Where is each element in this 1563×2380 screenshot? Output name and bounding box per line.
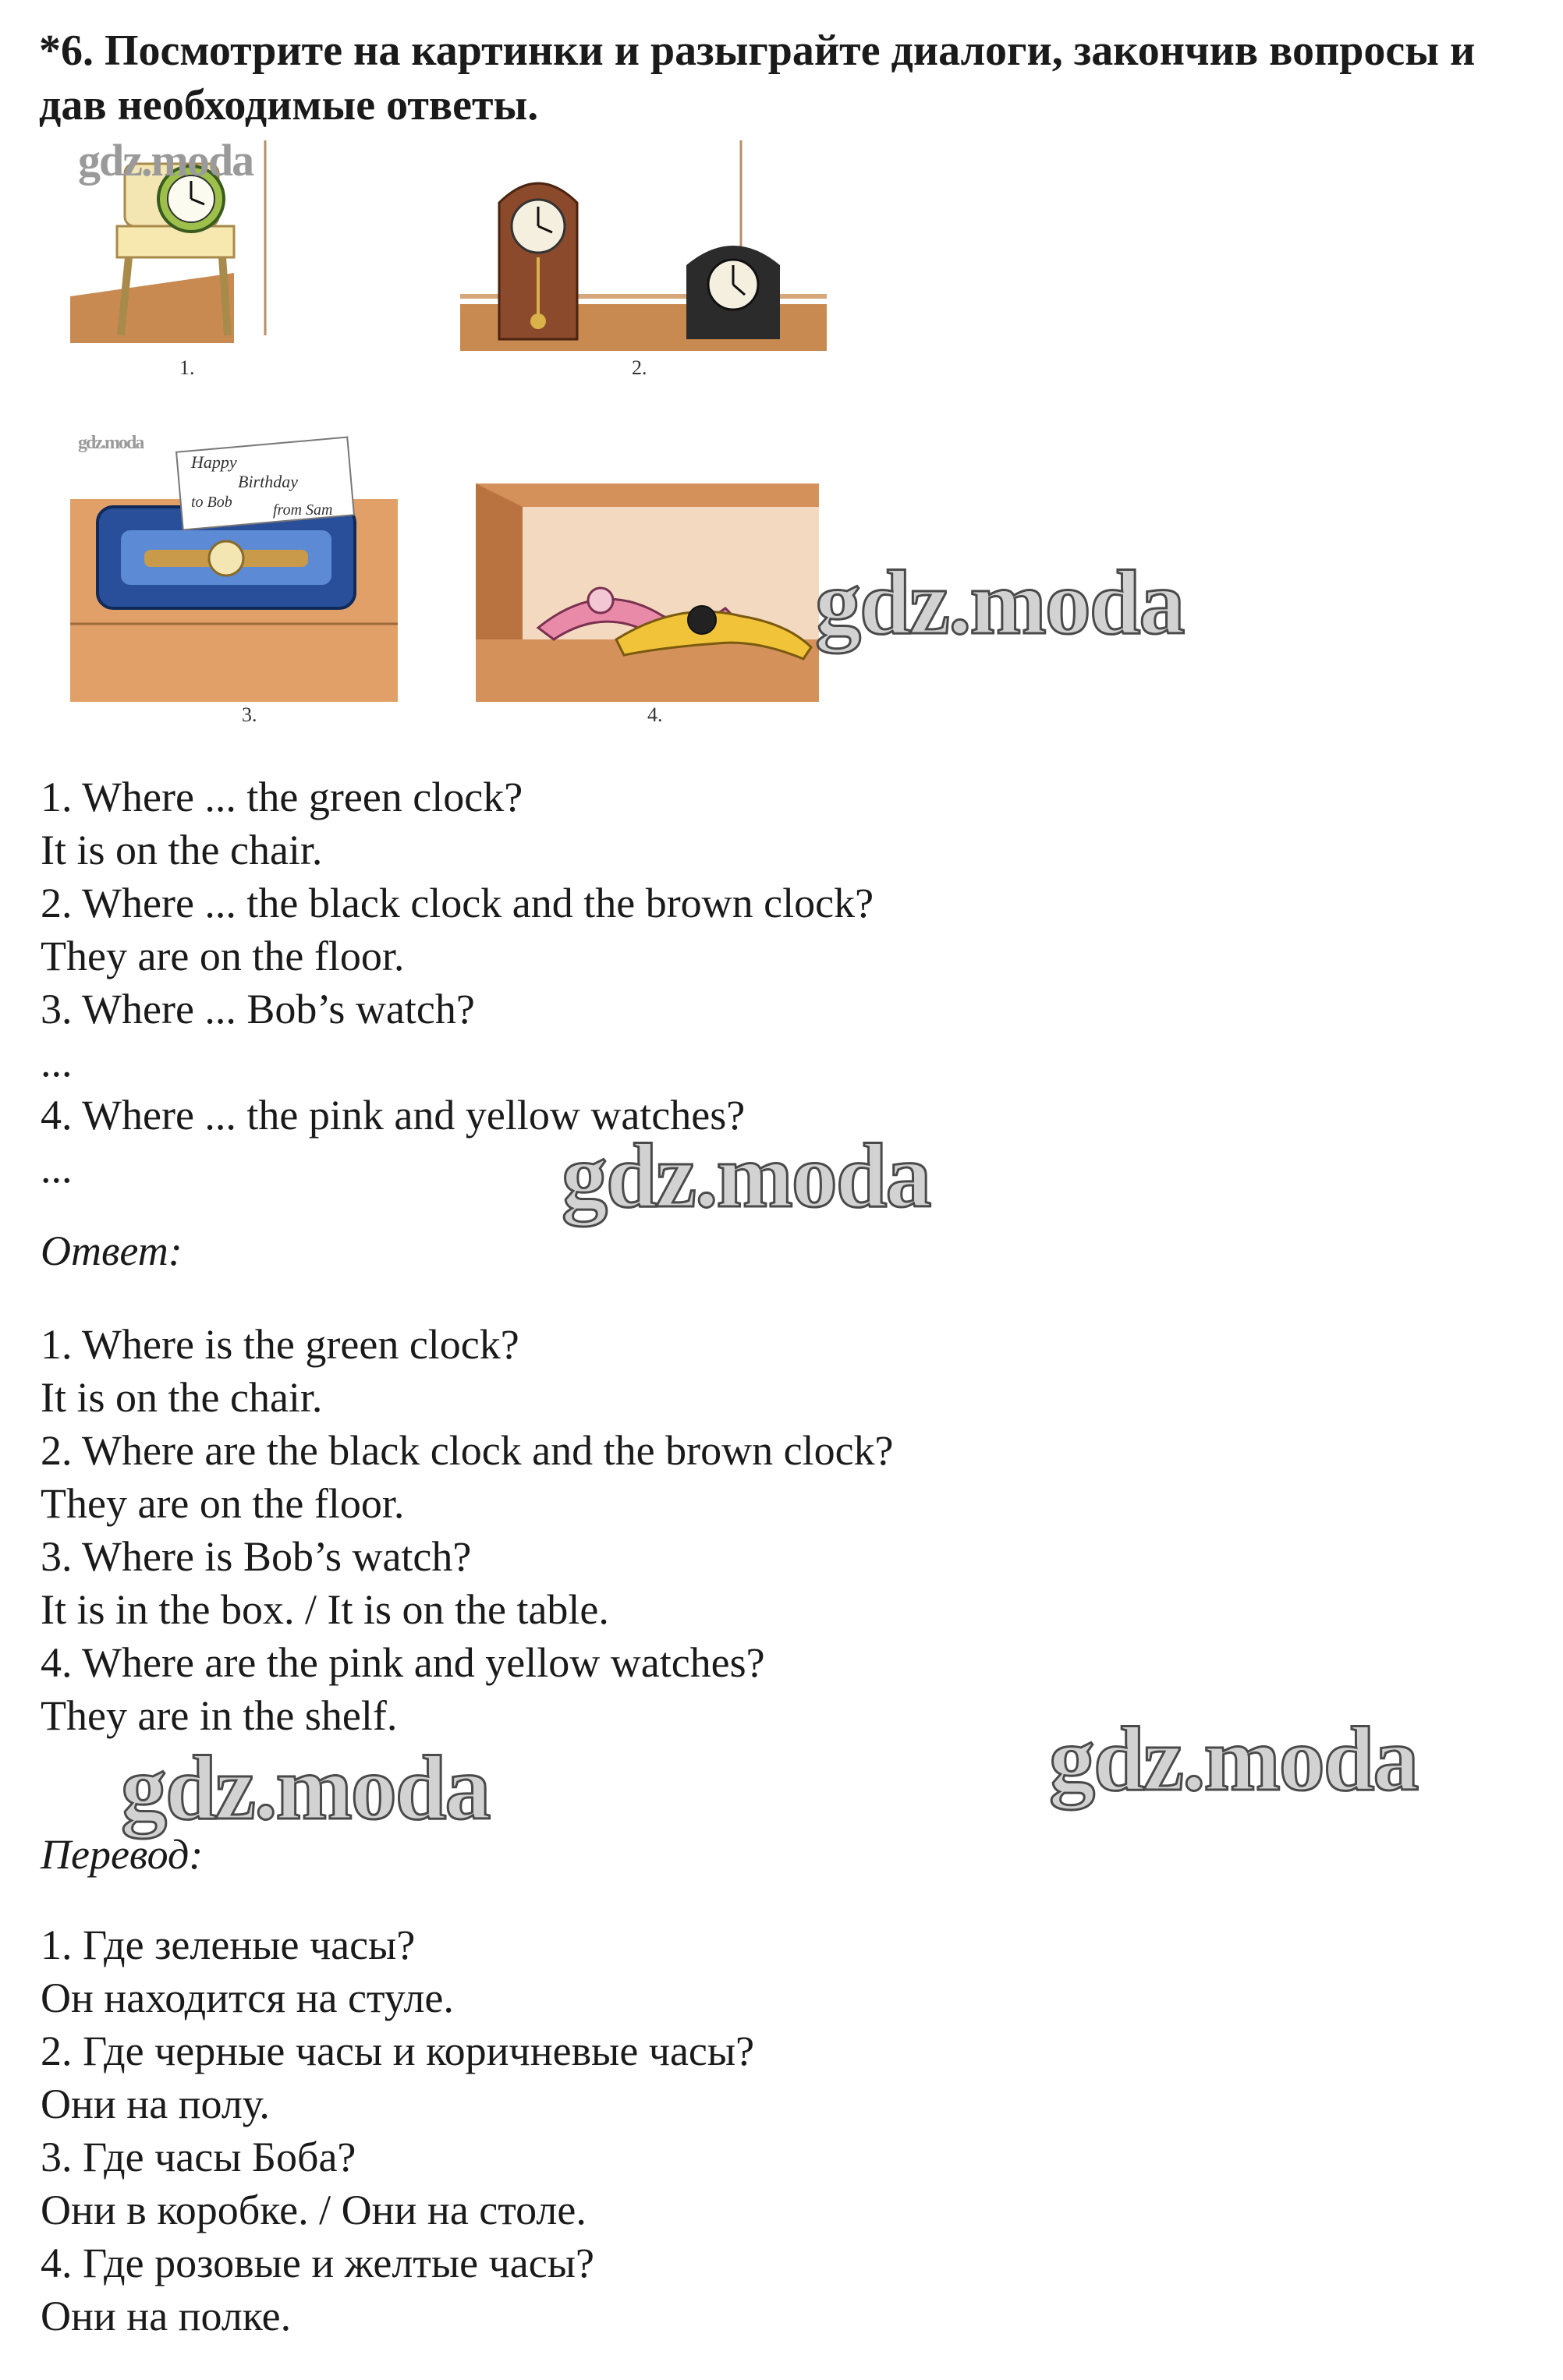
translation-line: 4. Где розовые и желтые часы?	[41, 2240, 594, 2286]
exercise-line: They are on the floor.	[41, 933, 405, 979]
picture-4-label: 4.	[647, 703, 663, 726]
exercise-illustrations	[55, 140, 835, 733]
translation-dialogue	[41, 1918, 754, 2343]
exercise-line: 4. Where ... the pink and yellow watches?	[41, 1092, 746, 1139]
exercise-line: 2. Where ... the black clock and the brown clock?	[41, 880, 874, 926]
picture-3-bobs-watch-in-box	[70, 437, 398, 726]
translation-line: Они на полке.	[41, 2293, 292, 2339]
translation-line: Они в коробке. / Они на столе.	[41, 2187, 587, 2233]
translation-heading: Перевод:	[41, 1831, 204, 1878]
task-title: *6. Посмотрите на картинки и разыграйте диалоги, закончив вопросы и дав необходимые ответы.	[39, 27, 1476, 129]
picture-2-clocks-on-floor	[460, 140, 827, 379]
answer-line: 1. Where is the green clock?	[41, 1321, 519, 1368]
exercise-dialogue	[41, 770, 874, 1195]
translation-line: 2. Где черные часы и коричневые часы?	[41, 2028, 755, 2074]
answer-line: It is in the box. / It is on the table.	[41, 1586, 609, 1633]
translation-line: 1. Где зеленые часы?	[41, 1921, 416, 1968]
picture-1-label: 1.	[179, 356, 195, 379]
watermark-logo: gdz.moda	[78, 135, 253, 186]
answer-line: It is on the chair.	[41, 1374, 323, 1421]
translation-line: 3. Где часы Боба?	[41, 2134, 356, 2180]
card-line-4: from Sam	[273, 501, 333, 519]
answer-line: 3. Where is Bob’s watch?	[41, 1533, 472, 1580]
picture-3-label: 3.	[242, 703, 257, 726]
exercise-line: ...	[41, 1145, 73, 1192]
picture-4-watches-on-shelf	[476, 483, 819, 726]
card-line-1: Happy	[191, 452, 237, 472]
translation-line: Они на полу.	[41, 2081, 270, 2127]
watermark-logo: gdz.moda	[562, 1124, 930, 1227]
picture-2-label: 2.	[632, 356, 647, 379]
answer-line: They are on the floor.	[41, 1480, 405, 1527]
card-line-3: to Bob	[191, 494, 232, 511]
answer-heading: Ответ:	[41, 1227, 183, 1274]
answer-line: They are in the shelf.	[41, 1692, 398, 1739]
answer-line: 2. Where are the black clock and the brown clock?	[41, 1427, 894, 1474]
exercise-line: 1. Where ... the green clock?	[41, 774, 523, 820]
translation-line: Он находится на стуле.	[41, 1974, 454, 2021]
watermark-logo: gdz.moda	[1049, 1708, 1418, 1810]
exercise-line: It is on the chair.	[41, 827, 323, 873]
watermark-logo: gdz.moda	[78, 433, 144, 453]
card-line-2: Birthday	[238, 472, 298, 491]
watermark-logo: gdz.moda	[121, 1737, 490, 1839]
answer-dialogue	[41, 1318, 894, 1742]
watermark-logo: gdz.moda	[815, 551, 1184, 653]
exercise-line: ...	[41, 1039, 73, 1086]
exercise-line: 3. Where ... Bob’s watch?	[41, 986, 475, 1032]
answer-line: 4. Where are the pink and yellow watches?	[41, 1639, 765, 1686]
